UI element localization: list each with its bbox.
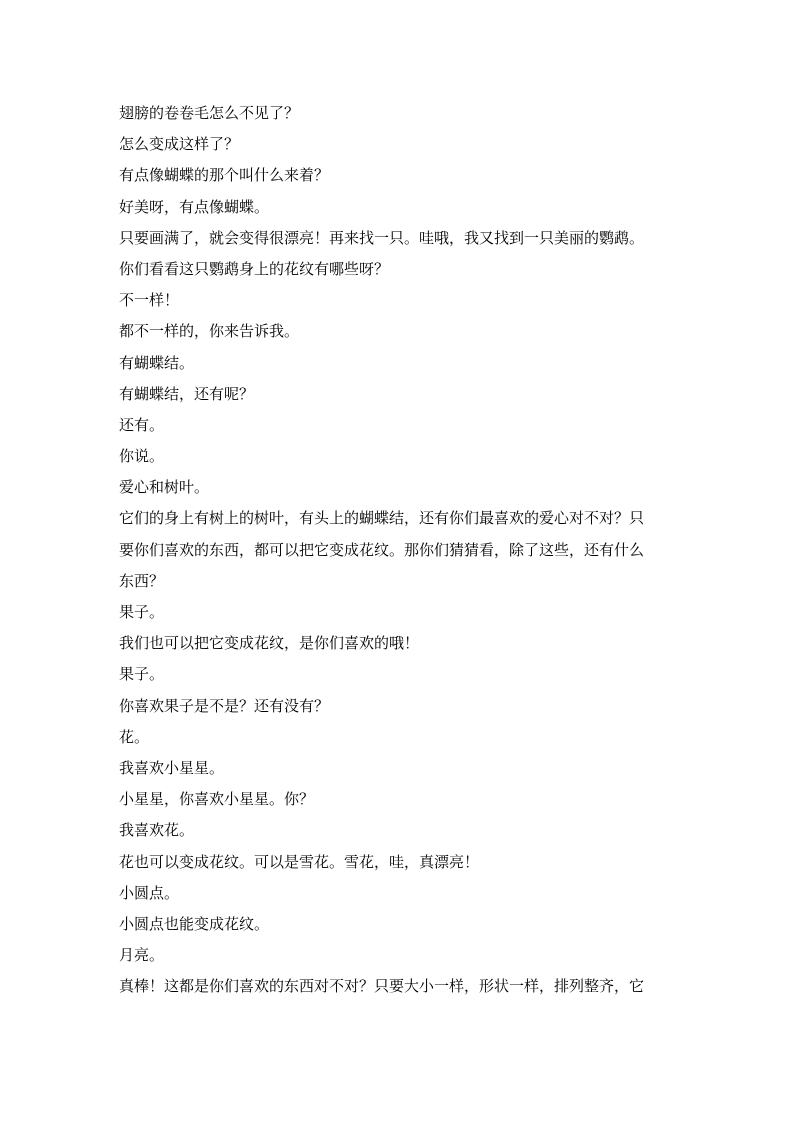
text-line: 怎么变成这样了？ — [119, 135, 240, 154]
text-line: 有蝴蝶结。 — [119, 353, 195, 372]
text-line: 要你们喜欢的东西，都可以把它变成花纹。那你们猜猜看，除了这些，还有什么 — [119, 540, 645, 559]
text-line: 月亮。 — [119, 946, 165, 965]
text-line: 东西？ — [119, 571, 165, 590]
text-line: 花也可以变成花纹。可以是雪花。雪花，哇，真漂亮！ — [119, 852, 480, 871]
text-line: 有蝴蝶结，还有呢？ — [119, 384, 255, 403]
text-line: 有点像蝴蝶的那个叫什么来着？ — [119, 166, 330, 185]
text-line: 小圆点。 — [119, 883, 180, 902]
text-line: 不一样！ — [119, 291, 180, 310]
text-line: 还有。 — [119, 415, 165, 434]
text-line: 只要画满了，就会变得很漂亮！再来找一只。哇哦，我又找到一只美丽的鹦鹉。 — [119, 228, 645, 247]
text-line: 好美呀，有点像蝴蝶。 — [119, 197, 270, 216]
text-line: 你们看看这只鹦鹉身上的花纹有哪些呀？ — [119, 259, 390, 278]
text-line: 你说。 — [119, 447, 165, 466]
text-line: 小圆点也能变成花纹。 — [119, 914, 270, 933]
text-line: 我喜欢花。 — [119, 821, 195, 840]
text-line: 你喜欢果子是不是？还有没有？ — [119, 696, 330, 715]
text-line: 真棒！这都是你们喜欢的东西对不对？只要大小一样，形状一样，排列整齐，它 — [119, 977, 645, 996]
text-line: 翅膀的卷卷毛怎么不见了？ — [119, 104, 300, 122]
text-line: 我喜欢小星星。 — [119, 758, 225, 777]
text-line: 小星星，你喜欢小星星。你？ — [119, 790, 315, 809]
text-line: 果子。 — [119, 603, 165, 621]
text-line: 花。 — [119, 727, 150, 746]
text-line: 爱心和树叶。 — [119, 478, 210, 497]
transcript-text — [119, 98, 679, 1002]
text-line: 果子。 — [119, 665, 165, 684]
text-line: 它们的身上有树上的树叶，有头上的蝴蝶结，还有你们最喜欢的爱心对不对？只 — [119, 509, 645, 528]
text-line: 我们也可以把它变成花纹，是你们喜欢的哦！ — [119, 634, 420, 653]
text-line: 都不一样的，你来告诉我。 — [119, 322, 300, 341]
